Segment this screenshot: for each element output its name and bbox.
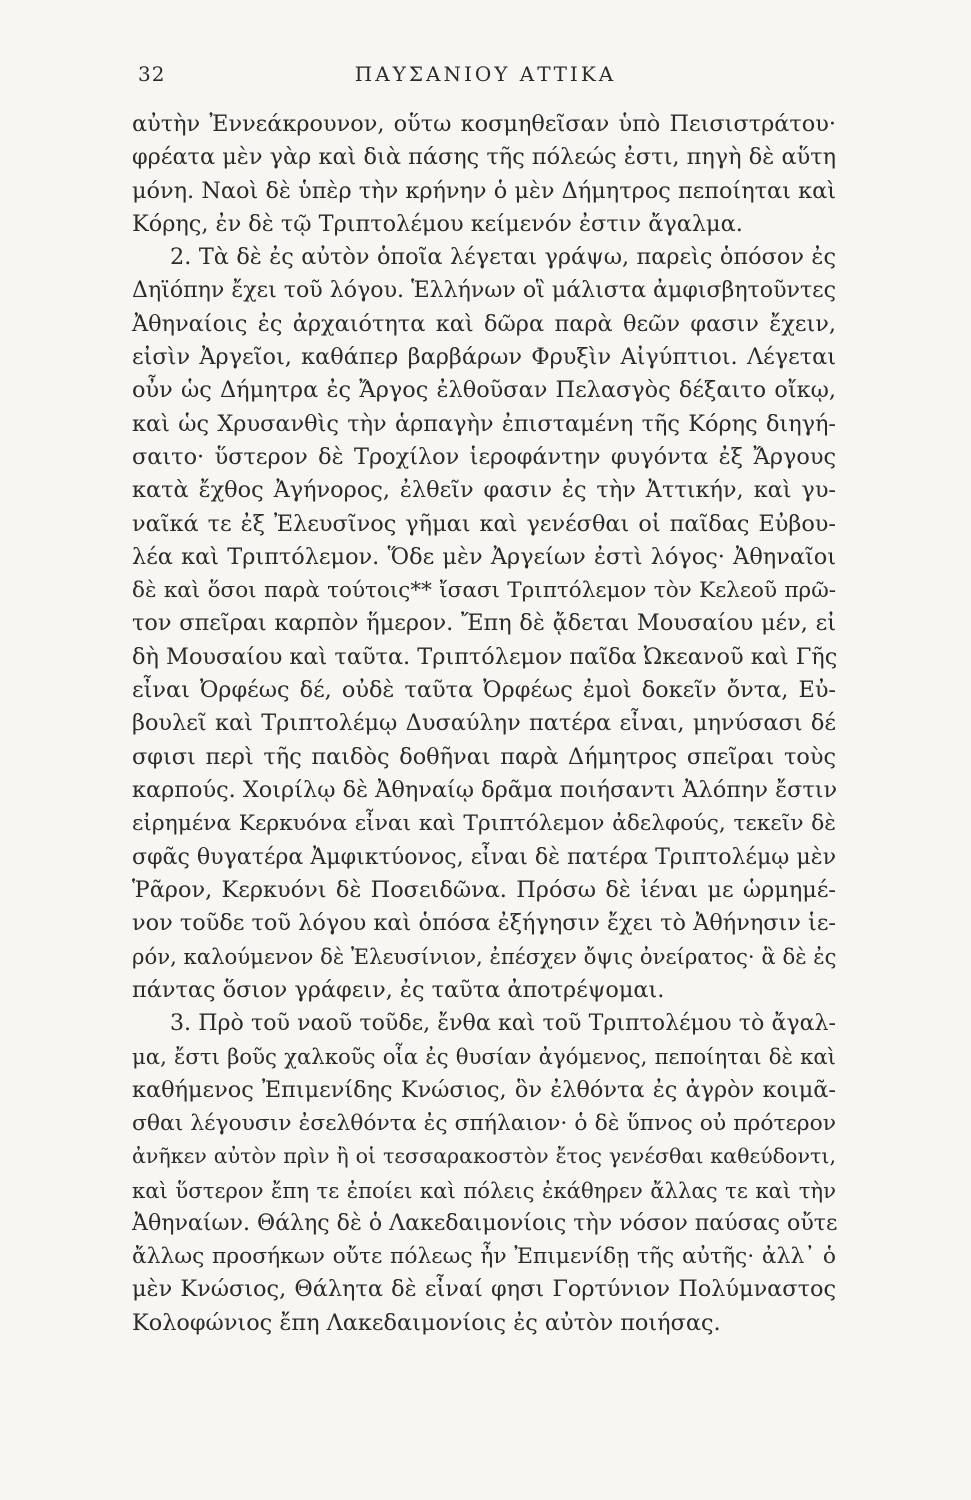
text-line: Κολοφώνιος ἔπη Λακεδαιμονίοις ἐς αὐτὸν ποιήσας. (132, 1309, 721, 1336)
text-line: νον τοῦδε τοῦ λόγου καὶ ὁπόσα ἐξήγησιν ἔχει τὸ Ἀθήνησιν ἱε- (132, 910, 836, 937)
text-line: σφισι περὶ τῆς παιδὸς δοθῆναι παρὰ Δήμητρος σπεῖραι τοὺς (132, 743, 836, 770)
text-line: πάντας ὅσιον γράφειν, ἐς ταῦτα ἀποτρέψομαι. (132, 976, 665, 1003)
text-line: καρπούς. Χοιρίλῳ δὲ Ἀθηναίῳ δρᾶμα ποιήσαντι Ἀλόπην ἔστιν (132, 776, 838, 803)
text-line: καθήμενος Ἐπιμενίδης Κνώσιος, ὃν ἐλθόντα ἐς ἀγρὸν κοιμᾶ- (132, 1076, 836, 1103)
text-line: Ἀθηναίων. Θάλης δὲ ὁ Λακεδαιμονίοις τὴν νόσον παύσας οὔτε (132, 1209, 838, 1236)
text-line: Δηϊόπην ἔχει τοῦ λόγου. Ἑλλήνων οἳ μάλιστα ἀμφισβητοῦντες (132, 277, 836, 304)
text-line: Ἀθηναίοις ἐς ἀρχαιότητα καὶ δῶρα παρὰ θεῶν φασιν ἔχειν, (132, 310, 836, 337)
text-line: εἶναι Ὀρφέως δέ, οὐδὲ ταῦτα Ὀρφέως ἐμοὶ δοκεῖν ὄντα, Εὐ- (132, 677, 836, 704)
text-line: βουλεῖ καὶ Τριπτολέμῳ Δυσαύλην πατέρα εἶναι, μηνύσασι δέ (132, 710, 836, 737)
page-number: 32 (138, 62, 166, 86)
text-line: καὶ ὡς Χρυσανθὶς τὴν ἁρπαγὴν ἐπισταμένη τῆς Κόρης διηγή- (132, 410, 836, 437)
text-line: ναῖκά τε ἐξ Ἐλευσῖνος γῆμαι καὶ γενέσθαι οἱ παῖδας Εὐβου- (132, 510, 836, 537)
text-line: σφᾶς θυγατέρα Ἀμφικτύονος, εἶναι δὲ πατέρα Τριπτολέμῳ μὲν (132, 843, 836, 870)
body-text (132, 108, 836, 1340)
text-line: μα, ἔστι βοῦς χαλκοῦς οἷα ἐς θυσίαν ἀγόμενος, πεποίηται δὲ καὶ (132, 1044, 836, 1070)
text-line: φρέατα μὲν γὰρ καὶ διὰ πάσης τῆς πόλεώς ἐστι, πηγὴ δὲ αὕτη (132, 144, 836, 171)
text-line: Ῥᾶρον, Κερκυόνι δὲ Ποσειδῶνα. Πρόσω δὲ ἰέναι με ὡρμημέ- (132, 876, 836, 903)
text-line: 3. Πρὸ τοῦ ναοῦ τοῦδε, ἔνθα καὶ τοῦ Τριπτολέμου τὸ ἄγαλ- (170, 1010, 836, 1037)
text-line: δὲ καὶ ὅσοι παρὰ τούτοις** ἴσασι Τριπτόλεμον τὸν Κελεοῦ πρῶ- (132, 578, 836, 604)
running-title: ΠΑΥΣΑΝΙΟΥ ΑΤΤΙΚΑ (354, 62, 617, 86)
text-line: αὐτὴν Ἐννεάκρουνον, οὕτω κοσμηθεῖσαν ὑπὸ Πεισιστράτου· (132, 111, 836, 137)
text-line: ρόν, καλούμενον δὲ Ἐλευσίνιον, ἐπέσχεν ὄψις ὀνείρατος· ἃ δὲ ἐς (132, 944, 837, 970)
text-line: 2. Τὰ δὲ ἐς αὐτὸν ὁποῖα λέγεται γράψω, παρεὶς ὁπόσον ἐς (170, 244, 836, 271)
text-line: σαιτο· ὕστερον δὲ Τροχίλον ἱεροφάντην φυγόντα ἐξ Ἄργους (132, 443, 836, 470)
text-line: Κόρης, ἐν δὲ τῷ Τριπτολέμου κείμενόν ἐστιν ἄγαλμα. (132, 210, 743, 237)
text-line: σθαι λέγουσιν ἐσελθόντα ἐς σπήλαιον· ὁ δὲ ὕπνος οὐ πρότερον (132, 1110, 836, 1136)
text-line: ἀνῆκεν αὐτὸν πρὶν ἢ οἱ τεσσαρακοστὸν ἔτος γενέσθαι καθεύδοντι, (132, 1144, 836, 1169)
text-line: μόνη. Ναοὶ δὲ ὑπὲρ τὴν κρήνην ὁ μὲν Δήμητρος πεποίηται καὶ (132, 177, 836, 204)
text-line: εἰρημένα Κερκυόνα εἶναι καὶ Τριπτόλεμον ἀδελφούς, τεκεῖν δὲ (132, 811, 836, 837)
text-line: λέα καὶ Τριπτόλεμον. Ὅδε μὲν Ἀργείων ἐστὶ λόγος· Ἀθηναῖοι (132, 543, 836, 570)
text-line: μὲν Κνώσιος, Θάλητα δὲ εἶναί φησι Γορτύνιον Πολύμναστος (132, 1276, 836, 1303)
text-line: κατὰ ἔχθος Ἀγήνορος, ἐλθεῖν φασιν ἐς τὴν Ἀττικήν, καὶ γυ- (132, 477, 836, 504)
text-line: ἄλλως προσήκων οὔτε πόλεως ἦν Ἐπιμενίδῃ τῆς αὐτῆς· ἀλλ᾽ ὁ (132, 1244, 836, 1270)
text-line: τον σπεῖραι καρπὸν ἥμερον. Ἔπη δὲ ᾄδεται Μουσαίου μέν, εἰ (132, 610, 836, 637)
text-line: δὴ Μουσαίου καὶ ταῦτα. Τριπτόλεμον παῖδα Ὠκεανοῦ καὶ Γῆς (132, 643, 838, 670)
text-line: καὶ ὕστερον ἔπη τε ἐποίει καὶ πόλεις ἐκάθηρεν ἄλλας τε καὶ τὴν (132, 1177, 836, 1203)
text-line: εἰσὶν Ἀργεῖοι, καθάπερ βαρβάρων Φρυξὶν Αἰγύπτιοι. Λέγεται (132, 344, 836, 371)
text-line: οὖν ὡς Δήμητρα ἐς Ἄργος ἐλθοῦσαν Πελασγὸς δέξαιτο οἴκῳ, (132, 377, 836, 404)
running-header (138, 62, 833, 92)
